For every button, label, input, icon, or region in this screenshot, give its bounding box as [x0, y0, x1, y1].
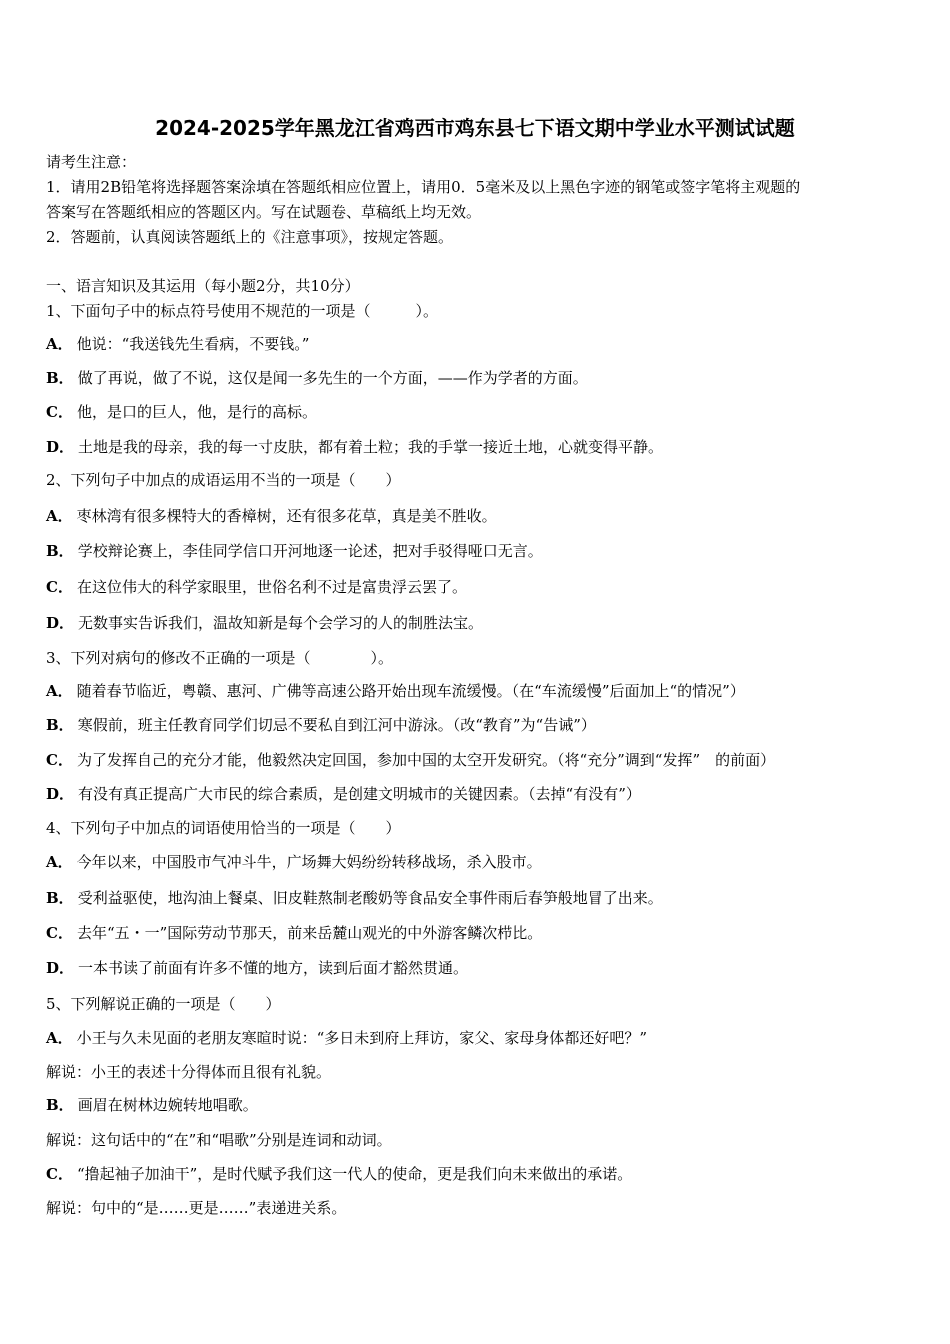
notice-item-1-line-2: 答案写在答题纸相应的答题区内。写在试题卷、草稿纸上均无效。 [46, 203, 482, 221]
option-text: 一本书读了前面有许多不懂的地方，读到后面才豁然贯通。 [78, 959, 469, 977]
question-3-option-d [46, 784, 641, 804]
question-5-option-a [46, 1028, 647, 1048]
question-5-explanation-c [46, 1198, 346, 1218]
option-text: 随着春节临近，粤赣、惠河、广佛等高速公路开始出现车流缓慢。（在“车流缓慢”后面加上“的情况”） [76, 682, 745, 700]
notice-item-1-line-1: 1．请用2B铅笔将选择题答案涂填在答题纸相应位置上，请用0．5毫米及以上黑色字迹的钢笔或签字笔将主观题的 [46, 178, 801, 196]
question-3-option-c [46, 750, 775, 770]
option-letter: D． [46, 959, 75, 977]
question-2-option-c [46, 577, 467, 597]
option-letter: A． [46, 1029, 73, 1047]
question-4-option-b [46, 888, 663, 908]
explanation-text: 解说：句中的“是……更是……”表递进关系。 [46, 1199, 347, 1217]
option-letter: A． [46, 335, 73, 353]
option-text: 受利益驱使，地沟油上餐桌、旧皮鞋熬制老酸奶等食品安全事件雨后春笋般地冒了出来。 [77, 889, 663, 907]
notice-heading: 请考生注意： [46, 153, 137, 171]
option-text: 有没有真正提高广大市民的综合素质，是创建文明城市的关键因素。（去掉“有没有”） [78, 785, 641, 803]
option-text: 学校辩论赛上，李佳同学信口开河地逐一论述，把对手驳得哑口无言。 [77, 542, 543, 560]
option-text: 他说：“我送钱先生看病，不要钱。” [76, 335, 310, 353]
option-letter: A． [46, 507, 73, 525]
question-5-explanation-a [46, 1062, 331, 1082]
question-2-option-d [46, 613, 483, 633]
question-4-option-a [46, 852, 542, 872]
option-letter: D． [46, 614, 75, 632]
option-text: 画眉在树林边婉转地唱歌。 [77, 1096, 258, 1114]
question-5-option-b [46, 1095, 258, 1115]
option-letter: B． [46, 369, 74, 387]
question-3-option-b [46, 715, 596, 735]
option-text: 今年以来，中国股市气冲斗牛，广场舞大妈纷纷转移战场，杀入股市。 [76, 853, 542, 871]
question-4-option-d [46, 958, 468, 978]
option-letter: C． [46, 924, 73, 942]
option-text: 他，是口的巨人，他，是行的高标。 [76, 403, 317, 421]
question-5-explanation-b [46, 1130, 392, 1150]
question-5-option-c [46, 1164, 632, 1184]
option-letter: B． [46, 889, 74, 907]
option-text: 去年“五・一”国际劳动节那天，前来岳麓山观光的中外游客鳞次栉比。 [76, 924, 543, 942]
question-4-stem: 4、下列句子中加点的词语使用恰当的一项是（ ） [46, 819, 401, 837]
explanation-text: 解说：这句话中的“在”和“唱歌”分别是连词和动词。 [46, 1131, 392, 1149]
option-letter: C． [46, 751, 73, 769]
notice-item-2: 2．答题前，认真阅读答题纸上的《注意事项》，按规定答题。 [46, 228, 454, 246]
explanation-text: 解说：小王的表述十分得体而且很有礼貌。 [46, 1063, 332, 1081]
question-2-stem: 2、下列句子中加点的成语运用不当的一项是（ ） [46, 471, 401, 489]
question-5-stem: 5、下列解说正确的一项是（ ） [46, 995, 281, 1013]
option-text: 在这位伟大的科学家眼里，世俗名利不过是富贵浮云罢了。 [76, 578, 467, 596]
option-letter: C． [46, 1165, 73, 1183]
option-text: 做了再说，做了不说，这仅是闻一多先生的一个方面，——作为学者的方面。 [77, 369, 588, 387]
option-text: 土地是我的母亲，我的每一寸皮肤，都有着土粒；我的手掌一接近土地，心就变得平静。 [78, 438, 664, 456]
section-heading: 一、语言知识及其运用（每小题2分，共10分） [46, 277, 360, 295]
question-1-option-c [46, 402, 317, 422]
option-letter: B． [46, 1096, 74, 1114]
option-letter: D． [46, 785, 75, 803]
question-4-option-c [46, 923, 542, 943]
option-letter: B． [46, 542, 74, 560]
question-1-option-b [46, 368, 588, 388]
option-letter: B． [46, 716, 74, 734]
option-text: 无数事实告诉我们，温故知新是每个会学习的人的制胜法宝。 [78, 614, 484, 632]
question-2-option-a [46, 506, 497, 526]
page-title: 2024-2025学年黑龙江省鸡西市鸡东县七下语文期中学业水平测试试题 [155, 116, 795, 140]
option-text: 小王与久未见面的老朋友寒暄时说：“多日未到府上拜访，家父、家母身体都还好吧？” [76, 1029, 647, 1047]
option-text: 寒假前，班主任教育同学们切忌不要私自到江河中游泳。（改“教育”为“告诫”） [77, 716, 596, 734]
option-letter: A． [46, 682, 73, 700]
question-3-stem: 3、下列对病句的修改不正确的一项是（ ）。 [46, 649, 394, 667]
option-letter: C． [46, 403, 73, 421]
question-3-option-a [46, 681, 745, 701]
option-text: 枣林湾有很多棵特大的香樟树，还有很多花草，真是美不胜收。 [76, 507, 497, 525]
option-letter: D． [46, 438, 75, 456]
option-letter: A． [46, 853, 73, 871]
option-text: “撸起袖子加油干”，是时代赋予我们这一代人的使命，更是我们向未来做出的承诺。 [76, 1165, 633, 1183]
question-2-option-b [46, 541, 543, 561]
question-1-option-d [46, 437, 663, 457]
question-1-stem: 1、下面句子中的标点符号使用不规范的一项是（ ）。 [46, 302, 439, 320]
option-letter: C． [46, 578, 73, 596]
option-text: 为了发挥自己的充分才能，他毅然决定回国，参加中国的太空开发研究。（将“充分”调到“发挥” 的前面） [76, 751, 776, 769]
question-1-option-a [46, 334, 309, 354]
